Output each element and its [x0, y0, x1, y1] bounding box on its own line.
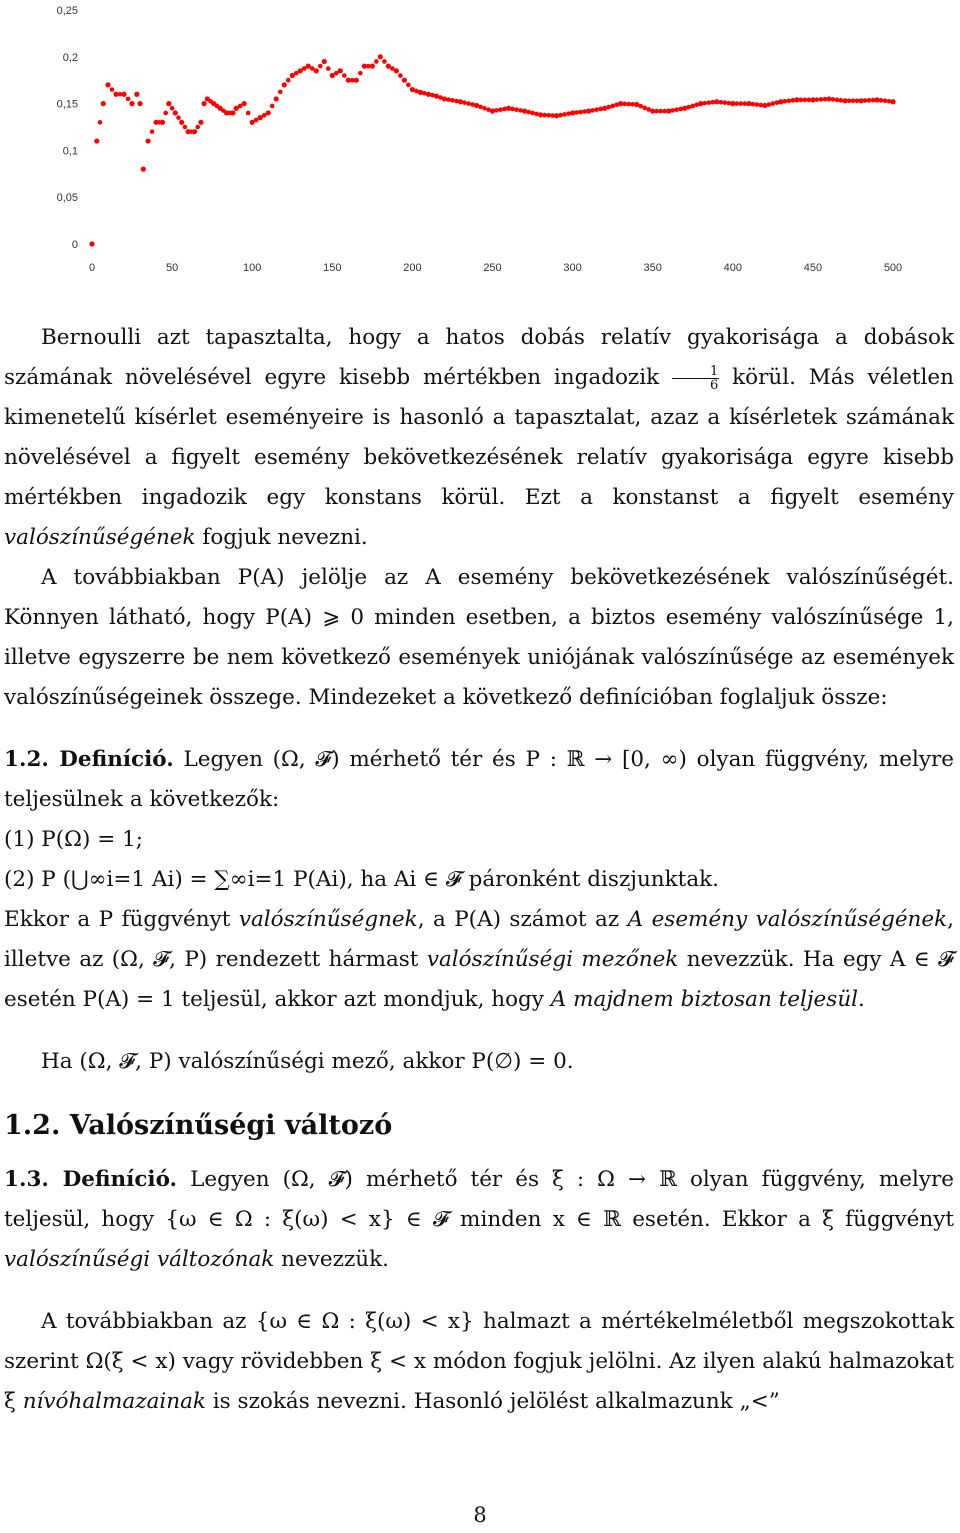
data-point — [883, 98, 888, 103]
data-point — [202, 101, 207, 106]
data-point — [562, 112, 567, 117]
data-point — [574, 110, 579, 115]
data-point — [546, 113, 551, 118]
data-point — [702, 101, 707, 106]
data-point — [762, 103, 767, 108]
definition-1-2: 1.2. Definíció. Legyen (Ω, 𝓕) mérhető tér és P : ℝ → [0, ∞) olyan függvény, melyre teljesülnek a következők: — [4, 747, 955, 812]
data-point — [246, 111, 251, 116]
paragraph-empty-set: Ha (Ω, 𝓕, P) valószínűségi mező, akkor P(∅) = 0. — [41, 1049, 574, 1074]
data-point — [286, 78, 291, 83]
fraction-one-sixth: $\frac{1}{6}$ — [672, 365, 719, 392]
data-point — [851, 98, 856, 103]
data-point — [590, 108, 595, 113]
x-tick-label: 150 — [323, 262, 342, 274]
paragraph-notation: A továbbiakban P(A) jelölje az A esemény bekövetkezésének valószínűségét. Könnyen látható, hogy P(A) ⩾ 0 minden esetben, a biztos esemény valószínűsége 1, illetve egyszerre be nem következő események uniójának valószínűsége az események valószínűségeinek összege. Mindezeket a következő definícióban foglaljuk össze: — [4, 565, 954, 710]
data-point — [799, 98, 804, 103]
data-point — [446, 97, 451, 102]
data-point — [183, 125, 188, 130]
data-point — [166, 101, 171, 106]
data-point — [466, 101, 471, 106]
data-point — [121, 92, 126, 97]
data-point — [638, 104, 643, 109]
definition-1-2-conclusion: Ekkor a P függvényt valószínűségnek, a P(A) számot az A esemény valószínűségének, illetve az (Ω, 𝓕, P) rendezett hármast valószínűségi mezőnek nevezzük. Ha egy A ∈ 𝓕 esetén P(A) = 1 teljesül, akkor azt mondjuk, hogy A majdnem biztosan teljesül. — [4, 907, 954, 1012]
x-tick-label: 400 — [723, 262, 742, 274]
definition-1-3: 1.3. Definíció. Legyen (Ω, 𝓕) mérhető tér és ξ : Ω → ℝ olyan függvény, melyre teljesül, hogy {ω ∈ Ω : ξ(ω) < x} ∈ 𝓕 minden x ∈ ℝ esetén. Ekkor a ξ függvényt valószínűségi változónak nevezzük. — [4, 1167, 954, 1272]
data-point — [690, 104, 695, 109]
data-point — [658, 109, 663, 114]
data-point — [622, 102, 627, 107]
x-tick-label: 0 — [88, 262, 96, 274]
data-point — [402, 78, 407, 83]
data-point — [137, 101, 142, 106]
data-point — [230, 110, 235, 115]
x-tick-label: 100 — [243, 262, 262, 274]
x-tick-label: 250 — [483, 262, 502, 274]
x-tick-label: 450 — [803, 262, 823, 274]
definition-1-2-item-2: (2) P (⋃∞i=1 Ai) = ∑∞i=1 P(Ai), ha Ai ∈ 𝓕 páronként diszjunktak. — [4, 867, 719, 892]
data-point — [558, 113, 563, 118]
data-point — [270, 104, 275, 109]
data-point — [354, 78, 359, 83]
data-point — [406, 83, 411, 88]
paragraph-level-sets: A továbbiakban az {ω ∈ Ω : ξ(ω) < x} halmazt a mértékelméletből megszokottak szerint Ω(ξ < x) vagy rövidebben ξ < x módon fogjuk jelölni. Az ilyen alakú halmazokat ξ nívóhalmazainak is szokás nevezni. Hasonló jelölést alkalmazunk „<” — [4, 1309, 954, 1414]
data-point — [418, 90, 423, 95]
data-point — [819, 97, 824, 102]
data-point — [370, 64, 375, 69]
data-point — [129, 101, 134, 106]
data-point — [170, 106, 175, 111]
data-point — [522, 108, 527, 113]
data-point — [787, 98, 792, 103]
data-point — [831, 97, 836, 102]
section-heading: 1.2. Valószínűségi változó — [4, 1110, 393, 1141]
data-point — [110, 87, 115, 92]
data-point — [314, 68, 319, 73]
data-point — [718, 100, 723, 105]
data-point — [426, 92, 431, 97]
data-point — [126, 97, 131, 102]
data-point — [198, 120, 203, 125]
data-point — [338, 68, 343, 73]
data-point — [394, 68, 399, 73]
data-point — [771, 101, 776, 106]
data-point — [134, 92, 139, 97]
x-tick-label: 300 — [563, 262, 582, 274]
y-tick-label: 0,2 — [62, 51, 78, 64]
relative-frequency-chart — [0, 0, 960, 300]
y-tick-label: 0,1 — [62, 145, 78, 158]
x-tick-label: 50 — [165, 262, 179, 274]
data-point — [98, 120, 103, 125]
data-point — [626, 102, 631, 107]
data-point — [606, 105, 611, 110]
data-point — [642, 106, 647, 111]
data-point — [342, 73, 347, 78]
data-point — [266, 110, 271, 115]
data-point — [462, 100, 467, 105]
data-point — [150, 129, 155, 134]
data-point — [450, 98, 455, 103]
data-point — [278, 90, 283, 95]
x-tick-label: 200 — [403, 262, 422, 274]
data-point — [89, 241, 94, 246]
data-point — [610, 104, 615, 109]
data-point — [755, 102, 760, 107]
data-point — [686, 105, 691, 110]
data-point — [815, 97, 820, 102]
data-point — [494, 108, 499, 113]
data-point — [105, 82, 110, 87]
data-point — [378, 54, 383, 59]
data-point — [179, 120, 184, 125]
data-point — [358, 71, 363, 76]
page-number: 8 — [473, 1503, 487, 1527]
data-point — [398, 73, 403, 78]
data-point — [242, 101, 247, 106]
data-point — [514, 107, 519, 112]
data-point — [498, 107, 503, 112]
data-point — [458, 99, 463, 104]
data-point — [482, 106, 487, 111]
y-tick-label: 0 — [71, 239, 78, 251]
data-point — [192, 129, 197, 134]
data-point — [374, 59, 379, 64]
data-point — [141, 167, 146, 172]
data-point — [739, 101, 744, 106]
data-point — [326, 66, 331, 71]
definition-1-2-item-1: (1) P(Ω) = 1; — [4, 827, 143, 852]
data-point — [163, 111, 168, 116]
y-tick-label: 0,25 — [56, 5, 78, 17]
data-point — [478, 105, 483, 110]
paragraph-bernoulli: Bernoulli azt tapasztalta, hogy a hatos dobás relatív gyakorisága a dobások számának növelésével egyre kisebb mértékben ingadozik $\frac{1}{6}$ körül. Más véletlen kimenetelű kísérlet eseményeire is hasonló a tapasztalat, azaz a kísérletek számának növelésével a figyelt esemény bekövetkezésének relatív gyakorisága egyre kisebb mértékben ingadozik egy konstans körül. Ezt a konstanst a figyelt esemény valószínűségének fogjuk nevezni. — [4, 325, 954, 550]
x-tick-label: 500 — [883, 262, 903, 274]
data-point — [274, 96, 279, 101]
x-tick-label: 350 — [643, 262, 662, 274]
data-point — [867, 98, 872, 103]
y-tick-label: 0,15 — [56, 98, 78, 111]
data-point — [195, 125, 200, 130]
data-point — [145, 138, 150, 143]
data-point — [767, 102, 772, 107]
data-point — [160, 120, 165, 125]
data-point — [526, 110, 531, 115]
data-point — [670, 108, 675, 113]
data-point — [735, 101, 740, 106]
data-point — [835, 98, 840, 103]
data-point — [382, 59, 387, 64]
data-point — [706, 100, 711, 105]
data-point — [722, 100, 727, 105]
data-point — [282, 82, 287, 87]
data-point — [879, 98, 884, 103]
data-point — [751, 102, 756, 107]
data-point — [173, 110, 178, 115]
data-point — [530, 111, 535, 116]
body-text — [4, 318, 954, 1422]
data-point — [578, 110, 583, 115]
data-point — [863, 98, 868, 103]
data-point — [803, 98, 808, 103]
data-point — [176, 115, 181, 120]
data-point — [101, 101, 106, 106]
data-point — [674, 107, 679, 112]
data-point — [542, 113, 547, 118]
data-point — [594, 107, 599, 112]
y-tick-label: 0,05 — [56, 192, 78, 205]
data-point — [654, 109, 659, 114]
data-point — [890, 99, 895, 104]
data-point — [94, 138, 99, 143]
data-point — [510, 107, 515, 112]
data-point — [318, 64, 323, 69]
data-point — [783, 99, 788, 104]
data-point — [847, 98, 852, 103]
data-point — [322, 59, 327, 64]
